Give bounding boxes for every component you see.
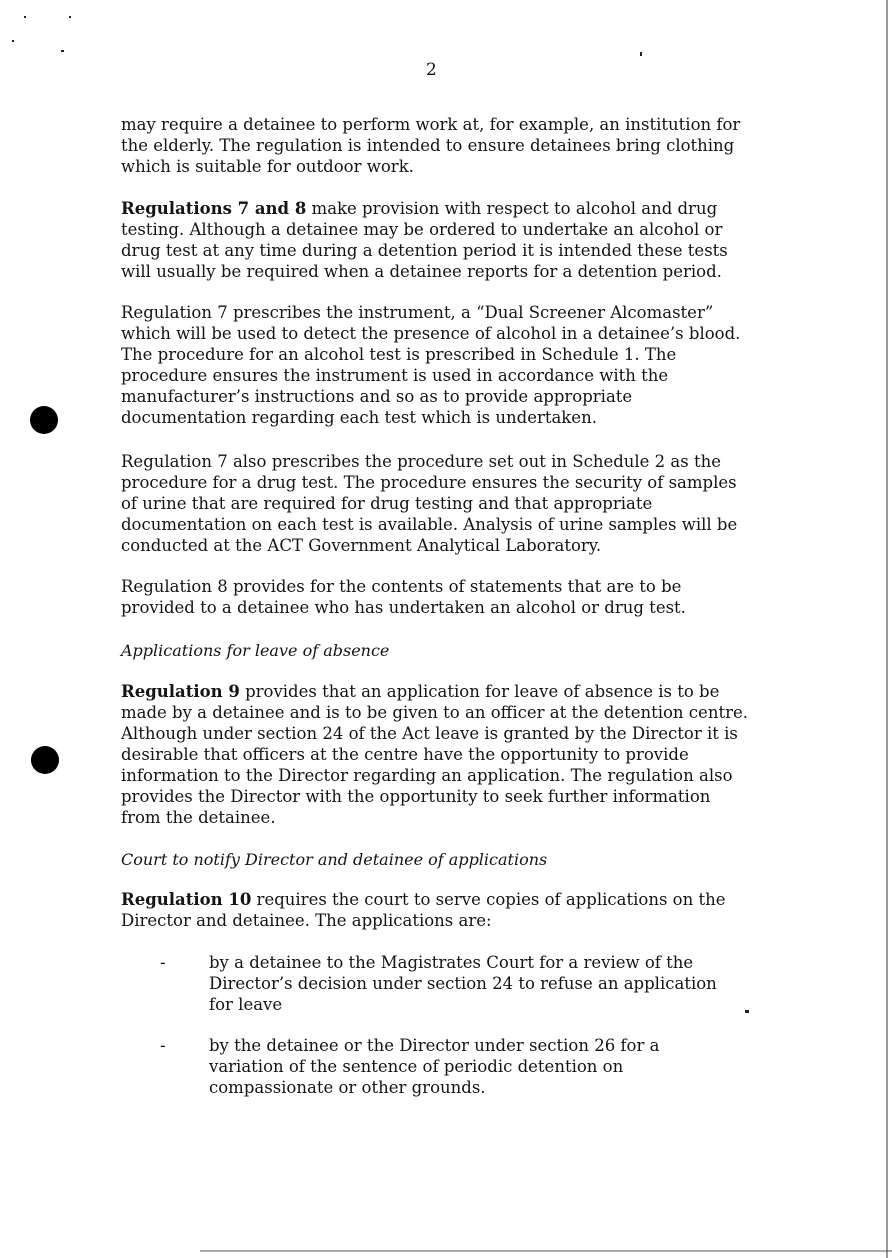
bullet-text: by a detainee to the Magistrates Court for a review of the Director’s decision under section 24 to refuse an application for leave [209,953,717,1014]
scan-right-edge [886,0,888,1258]
paragraph-regulations-7-8 [121,198,751,282]
regulation-reference: Regulation 10 [121,890,252,909]
paragraph-statements [121,576,751,618]
paragraph-text: Regulation 7 also prescribes the procedure set out in Schedule 2 as the procedure for a drug test. The procedure ensures the security of samples of urine that are required for drug testing and that appropriate documentation on each test is available. Analysis of urine samples will be conducted at the ACT Government Analytical Laboratory. [121,452,738,555]
paragraph-regulation-9 [121,681,751,828]
paragraph-text: Regulation 8 provides for the contents of statements that are to be provided to a detainee who has undertaken an alcohol or drug test. [121,577,686,617]
regulation-reference: Regulations 7 and 8 [121,199,307,218]
scan-speck [640,52,642,56]
heading-court-notify: Court to notify Director and detainee of applications [121,850,548,869]
paragraph-regulation-10 [121,889,751,931]
paragraph-outdoor-work [121,114,751,177]
bullet-marker: - [160,953,166,972]
heading-leave-of-absence: Applications for leave of absence [121,641,390,660]
scan-speck [12,40,14,42]
scan-speck [24,16,26,18]
bullet-text: by the detainee or the Director under section 26 for a variation of the sentence of periodic detention on compassionate or other grounds. [209,1036,660,1097]
paragraph-text: Regulation 7 prescribes the instrument, a “Dual Screener Alcomaster” which will be used to detect the presence of alcohol in a detainee’s blood. The procedure for an alcohol test is prescribed in Schedule 1. The procedure ensures the instrument is used in accordance with the manufacturer’s instructions and so as to provide appropriate documentation regarding each test which is undertaken. [121,303,741,427]
scan-speck [745,1010,749,1013]
paragraph-drug-test [121,451,751,556]
punch-hole-bottom [31,746,59,774]
paragraph-text: requires the court to serve copies of applications on the Director and detainee. The applications are: [121,890,726,930]
scan-speck [69,16,71,18]
regulation-reference: Regulation 9 [121,682,240,701]
punch-hole-top [30,406,58,434]
bullet-marker: - [160,1036,166,1055]
paragraph-alcohol-instrument [121,302,751,428]
page-number: 2 [426,60,437,80]
scan-bottom-edge [200,1250,892,1252]
paragraph-text: provides that an application for leave of absence is to be made by a detainee and is to be given to an officer at the detention centre. Although under section 24 of the Act leave is granted by the Director it is desirable that officers at the centre have the opportunity to provide information to the Director regarding an application. The regulation also provides the Director with the opportunity to seek further information from the detainee. [121,682,748,827]
paragraph-text: make provision with respect to alcohol and drug testing. Although a detainee may be ordered to undertake an alcohol or drug test at any time during a detention period it is intended these tests will usually be required when a detainee reports for a detention period. [121,199,728,281]
paragraph-text: may require a detainee to perform work at, for example, an institution for the elderly. The regulation is intended to ensure detainees bring clothing which is suitable for outdoor work. [121,115,741,176]
scan-speck [61,50,64,52]
